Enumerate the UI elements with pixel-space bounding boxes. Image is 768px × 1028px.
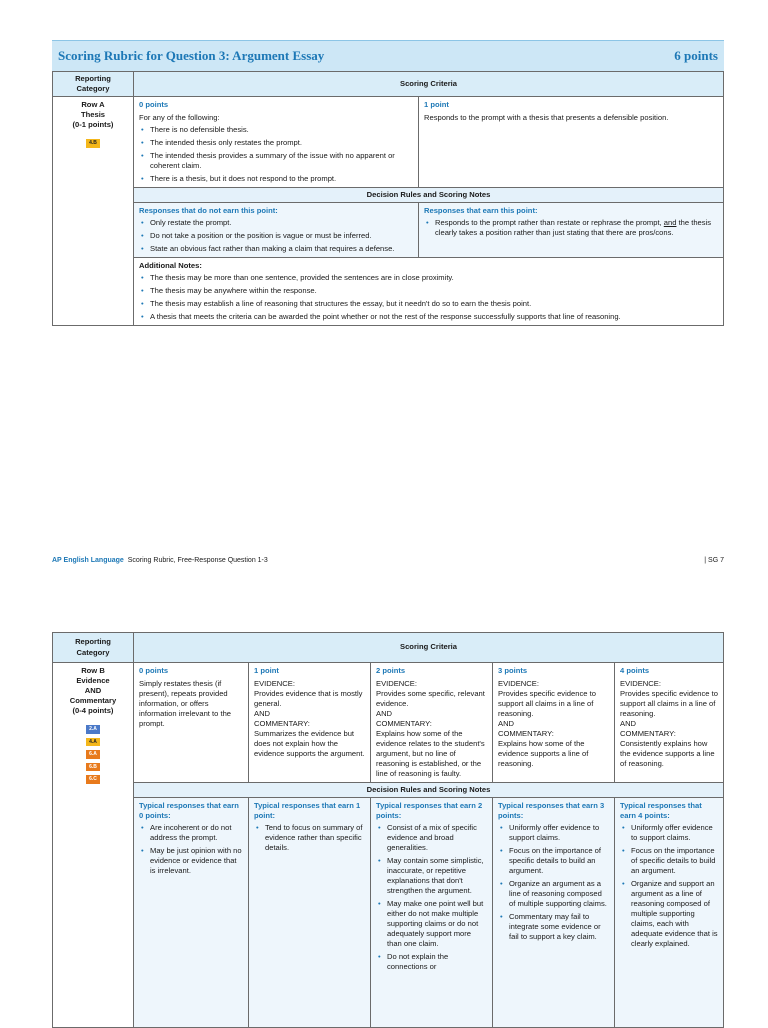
row-b-name-evidence: Evidence [76, 676, 110, 686]
list-item: • May make one point well but either do not make multiple supporting claims or do not adequately support more than one claim. [387, 899, 487, 949]
and-label: AND [620, 719, 637, 729]
list-item: • May be just opinion with no evidence or evidence that is irrelevant. [150, 846, 243, 876]
score-title: 4 points [620, 666, 650, 675]
page-footer [52, 557, 724, 564]
list-item: • Responds to the prompt rather than restate or rephrase the prompt, and the thesis clearly takes a position rather than just stating that there are pros/cons. [435, 218, 718, 238]
list-item: • Only restate the prompt. [150, 218, 413, 228]
row-b-name-commentary: Commentary [69, 696, 117, 706]
commentary-label: COMMENTARY: [498, 729, 554, 739]
evidence-text: Provides specific evidence to support all claims in a line of reasoning. [620, 689, 718, 719]
evidence-text: Provides evidence that is mostly general. [254, 689, 363, 709]
row-a-notes-cell [134, 258, 724, 326]
score-title: 2 points [376, 666, 406, 675]
row-b-label: Row B [81, 666, 105, 675]
list-item: • The thesis may be anywhere within the response. [150, 286, 718, 296]
row-b-score-1-cell [249, 663, 371, 783]
row-a-zero-title: 0 points [139, 100, 169, 110]
commentary-label: COMMENTARY: [620, 729, 676, 739]
list-item: • Tend to focus on summary of evidence rather than specific details. [265, 823, 365, 853]
row-b-range: (0-4 points) [72, 706, 114, 716]
row-a-not-earn-cell [134, 203, 419, 258]
row-a-earn-title: Responses that earn this point: [424, 206, 538, 216]
footer-desc: Scoring Rubric, Free-Response Question 1-3 [127, 557, 268, 564]
footer-page-number: | SG 7 [704, 557, 724, 564]
score-title: 0 points [139, 666, 169, 675]
row-b-typical-3-cell [493, 798, 615, 1028]
rubric-q3-section [52, 40, 724, 326]
skill-badge: 6.B [86, 763, 100, 772]
row-a-earn-cell [419, 203, 724, 258]
typical-list [254, 823, 365, 853]
row-a-range: (0-1 points) [72, 120, 114, 130]
decision-rules-bar: Decision Rules and Scoring Notes [134, 188, 724, 203]
list-item: • Focus on the importance of specific details to build an argument. [631, 846, 718, 876]
commentary-text: Consistently explains how the evidence supports a line of reasoning. [620, 739, 715, 769]
list-item: • May contain some simplistic, inaccurate, or repetitive explanations that don't strengthen the argument. [387, 856, 487, 896]
rubric-points-total: 6 points [674, 48, 718, 63]
col-scoring-header: Scoring Criteria [134, 633, 724, 663]
and-label: AND [376, 709, 393, 719]
list-item: • Commentary may fail to integrate some evidence or fail to support a key claim. [509, 912, 609, 942]
row-a-zero-intro: For any of the following: [139, 113, 220, 123]
row-a-category [53, 97, 134, 326]
list-item: • There is a thesis, but it does not respond to the prompt. [150, 174, 413, 184]
evidence-text: Provides some specific, relevant evidence. [376, 689, 485, 709]
typical-list [620, 823, 718, 949]
list-item: • A thesis that meets the criteria can be awarded the point whether or not the rest of the response successfully supports that line of reasoning. [150, 312, 718, 322]
skill-badge: 4.A [86, 738, 100, 747]
typical-title: Typical responses that earn 3 points: [498, 801, 605, 821]
row-b-score-2-cell [371, 663, 493, 783]
typical-list [376, 823, 487, 972]
row-a-table [52, 71, 724, 326]
row-a-one-title: 1 point [424, 100, 449, 110]
typical-title: Typical responses that earn 2 points: [376, 801, 483, 821]
evidence-label: EVIDENCE: [376, 679, 417, 689]
typical-title: Typical responses that earn 0 points: [139, 801, 239, 821]
and-label: AND [254, 709, 271, 719]
evidence-label: EVIDENCE: [620, 679, 661, 689]
row-a-notes-title: Additional Notes: [139, 261, 202, 271]
rubric-row-b-section [52, 632, 724, 1028]
row-b-typical-0-cell [134, 798, 249, 1028]
row-a-not-earn-title: Responses that do not earn this point: [139, 206, 278, 216]
row-a-earn-list [424, 218, 718, 238]
row-b-category [53, 663, 134, 1028]
list-item: • Uniformly offer evidence to support claims. [631, 823, 718, 843]
row-b-typical-2-cell [371, 798, 493, 1028]
list-item: • Uniformly offer evidence to support claims. [509, 823, 609, 843]
evidence-text: Provides specific evidence to support all claims in a line of reasoning. [498, 689, 596, 719]
typical-title: Typical responses that earn 4 points: [620, 801, 702, 821]
commentary-text: Summarizes the evidence but does not explain how the evidence supports the argument. [254, 729, 365, 759]
typical-list [139, 823, 243, 876]
skill-badge: 6.C [86, 775, 100, 784]
typical-title: Typical responses that earn 1 point: [254, 801, 361, 821]
row-a-one-text: Responds to the prompt with a thesis that presents a defensible position. [424, 113, 669, 123]
rubric-title: Scoring Rubric for Question 3: Argument Essay [58, 48, 325, 63]
list-item: • Organize an argument as a line of reasoning composed of multiple supporting claims. [509, 879, 609, 909]
skill-badge: 2.A [86, 725, 100, 734]
list-item: • The intended thesis only restates the prompt. [150, 138, 413, 148]
col-reporting-header: Reporting Category [53, 72, 134, 97]
row-a-notes-list [139, 273, 718, 322]
row-a-not-earn-list [139, 218, 413, 254]
rubric-title-bar [52, 40, 724, 71]
score-title: 3 points [498, 666, 528, 675]
skill-badge: 4.B [86, 139, 100, 148]
row-a-name: Thesis [80, 110, 106, 120]
decision-rules-bar: Decision Rules and Scoring Notes [134, 783, 724, 798]
list-item: • The thesis may be more than one sentence, provided the sentences are in close proximity. [150, 273, 718, 283]
row-b-score-0-cell [134, 663, 249, 783]
row-b-typical-4-cell [615, 798, 724, 1028]
col-scoring-header: Scoring Criteria [134, 72, 724, 97]
list-item: • Are incoherent or do not address the prompt. [150, 823, 243, 843]
evidence-label: EVIDENCE: [498, 679, 539, 689]
list-item: • Focus on the importance of specific details to build an argument. [509, 846, 609, 876]
typical-list [498, 823, 609, 942]
and-label: AND [498, 719, 515, 729]
list-item: • State an obvious fact rather than making a claim that requires a defense. [150, 244, 413, 254]
row-b-score-3-cell [493, 663, 615, 783]
col-reporting-header: Reporting Category [53, 633, 134, 663]
list-item: • There is no defensible thesis. [150, 125, 413, 135]
row-b-typical-1-cell [249, 798, 371, 1028]
row-a-zero-list [139, 125, 413, 184]
row-b-table [52, 632, 724, 1028]
score-text: Simply restates thesis (if present), repeats provided information, or offers information irrelevant to the prompt. [139, 679, 232, 729]
row-b-and: AND [84, 686, 102, 696]
commentary-label: COMMENTARY: [254, 719, 310, 729]
footer-course: AP English Language [52, 557, 124, 564]
score-title: 1 point [254, 666, 279, 675]
list-item: • Consist of a mix of specific evidence and broad generalities. [387, 823, 487, 853]
list-item: • Organize and support an argument as a line of reasoning composed of multiple supporting claims, each with adequate evidence that is clearly explained. [631, 879, 718, 949]
row-a-one-cell [419, 97, 724, 188]
commentary-text: Explains how some of the evidence relates to the student's argument, but no line of reasoning is established, or the line of reasoning is faulty. [376, 729, 485, 779]
row-a-label: Row A [81, 100, 105, 110]
list-item: • Do not take a position or the position is vague or must be inferred. [150, 231, 413, 241]
row-b-score-4-cell [615, 663, 724, 783]
list-item: • Do not explain the connections or [387, 952, 487, 972]
evidence-label: EVIDENCE: [254, 679, 295, 689]
row-a-zero-cell [134, 97, 419, 188]
commentary-label: COMMENTARY: [376, 719, 432, 729]
skill-badge: 6.A [86, 750, 100, 759]
list-item: • The thesis may establish a line of reasoning that structures the essay, but it needn't do so to earn the thesis point. [150, 299, 718, 309]
commentary-text: Explains how some of the evidence supports a line of reasoning. [498, 739, 589, 769]
list-item: • The intended thesis provides a summary of the issue with no apparent or coherent claim. [150, 151, 413, 171]
